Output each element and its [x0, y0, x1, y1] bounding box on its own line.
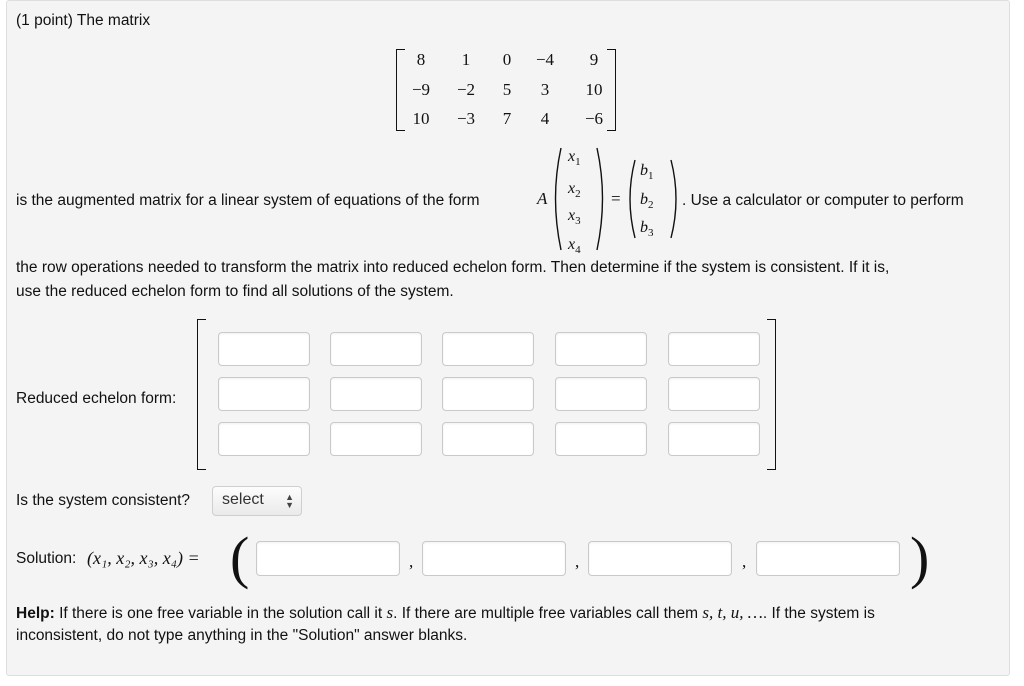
help-var-s: s — [386, 603, 394, 622]
solution-x2-input[interactable] — [422, 541, 566, 576]
matrix-entry: 3 — [540, 80, 550, 99]
reduced-entry-input[interactable] — [330, 377, 422, 411]
b1-entry: $b_1$ — [640, 162, 654, 183]
reduced-matrix-right-bracket — [767, 319, 776, 470]
b3-entry: $b_3$ — [640, 219, 654, 240]
solution-comma-1: , — [409, 552, 414, 571]
help-line1 — [16, 603, 875, 623]
consistent-select-value: select — [222, 491, 264, 508]
reduced-entry-input[interactable] — [218, 377, 310, 411]
reduced-entry-input[interactable] — [555, 332, 647, 366]
matrix-entry: −3 — [456, 109, 476, 128]
reduced-entry-input[interactable] — [218, 332, 310, 366]
reduced-entry-input[interactable] — [330, 332, 422, 366]
reduced-entry-input[interactable] — [442, 377, 534, 411]
reduced-echelon-label: Reduced echelon form: — [16, 390, 177, 407]
solution-label: Solution: — [16, 550, 77, 567]
reduced-entry-input[interactable] — [442, 422, 534, 456]
x1-entry: $x_1$ — [568, 148, 581, 169]
consistent-label: Is the system consistent? — [16, 492, 191, 509]
help-bold-label: Help: — [16, 605, 55, 622]
solution-comma-3: , — [742, 552, 747, 571]
matrix-entry: −2 — [456, 80, 476, 99]
matrix-entry: 7 — [502, 109, 512, 128]
solution-comma-2: , — [575, 552, 580, 571]
paragraph-instructions-line1: the row operations needed to transform the matrix into reduced echelon form. Then determine if the system is consistent. If it is, — [16, 259, 890, 276]
reduced-entry-input[interactable] — [668, 377, 760, 411]
solution-x1-input[interactable] — [256, 541, 400, 576]
reduced-matrix-left-bracket — [197, 319, 206, 470]
help-vars: s, t, u, … — [702, 603, 763, 622]
matrix-A-symbol: A — [537, 189, 548, 208]
reduced-entry-input[interactable] — [668, 332, 760, 366]
matrix-entry: 5 — [502, 80, 512, 99]
matrix-entry: 8 — [416, 50, 426, 69]
select-arrows-icon: ▲ ▼ — [285, 492, 294, 510]
reduced-entry-input[interactable] — [668, 422, 760, 456]
matrix-entry: 4 — [540, 109, 550, 128]
paragraph-intro-continued: . Use a calculator or computer to perform — [682, 192, 964, 209]
reduced-entry-input[interactable] — [555, 377, 647, 411]
matrix-entry: 1 — [461, 50, 471, 69]
solution-x4-input[interactable] — [756, 541, 900, 576]
help-text-b: . If there are multiple free variables call them — [393, 605, 699, 622]
consistent-select[interactable] — [212, 486, 302, 516]
matrix-entry: 0 — [502, 50, 512, 69]
solution-right-paren: ) — [910, 525, 930, 590]
x3-entry: $x_3$ — [568, 207, 581, 228]
paragraph-instructions-line2: use the reduced echelon form to find all solutions of the system. — [16, 283, 454, 300]
matrix-entry: 9 — [589, 50, 599, 69]
solution-tuple: (x₁, x₂, x₃, x₄) = — [87, 548, 200, 568]
x2-entry: $x_2$ — [568, 180, 581, 201]
help-text-a: If there is one free variable in the solution call it — [59, 605, 383, 622]
reduced-entry-input[interactable] — [442, 332, 534, 366]
paragraph-intro: is the augmented matrix for a linear system of equations of the form — [16, 192, 480, 209]
reduced-entry-input[interactable] — [555, 422, 647, 456]
matrix-entry: 10 — [412, 109, 430, 128]
b2-entry: $b_2$ — [640, 191, 654, 212]
matrix-entry: −6 — [584, 109, 604, 128]
solution-x3-input[interactable] — [588, 541, 732, 576]
matrix-entry: −9 — [411, 80, 431, 99]
equals-sign: = — [611, 189, 621, 208]
help-line2: inconsistent, do not type anything in the "Solution" answer blanks. — [16, 627, 468, 644]
x4-entry: $x_4$ — [568, 236, 581, 257]
help-text-c: . If the system is — [762, 605, 875, 622]
matrix-entry: 10 — [585, 80, 603, 99]
solution-left-paren: ( — [230, 525, 250, 590]
matrix-entry: −4 — [535, 50, 555, 69]
reduced-entry-input[interactable] — [218, 422, 310, 456]
problem-header: (1 point) The matrix — [16, 12, 151, 29]
b-vector-parens — [624, 156, 684, 242]
reduced-entry-input[interactable] — [330, 422, 422, 456]
